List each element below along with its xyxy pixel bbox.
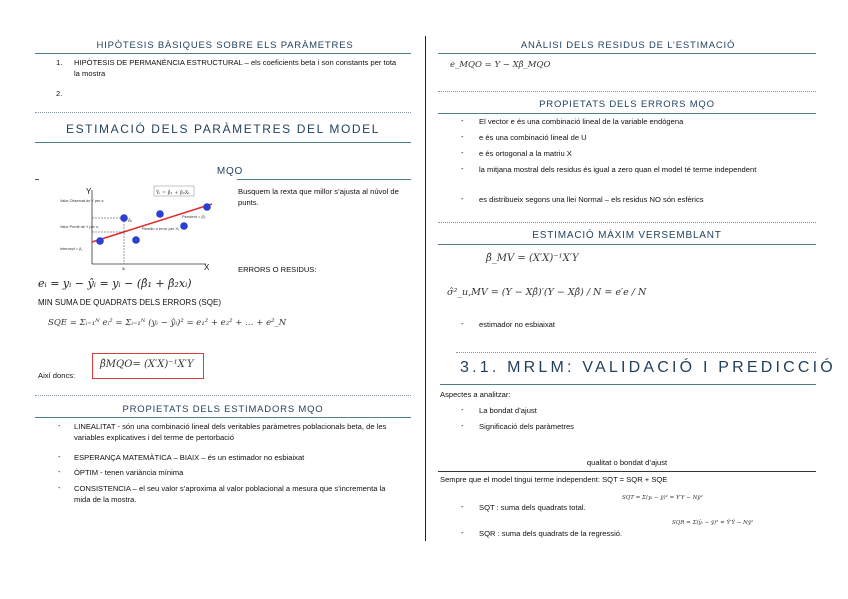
bullet-dash: - [461,194,464,203]
sigma-mv-equation: σ̂²_u,MV = (Y − Xβ̂)′(Y − Xβ̂) / N = e′e / N [447,287,647,298]
residual-vector-equation: e_MQO = Y − Xβ̂_MQO [450,60,551,70]
list-item: ESPERANÇA MATEMÀTICA – BIAIX – és un estimador no esbiaixat [74,453,305,462]
bullet-dash: - [461,528,464,537]
mqo-description: Busquem la rexta que millor s’ajusta al núvol de punts. [238,187,399,207]
estimacio-title: ESTIMACIÓ DELS PARÀMETRES DEL MODEL [65,122,381,136]
data-point [180,222,188,230]
sqt-equation: SQT = Σ(yᵢ − ȳ)² = Y′Y − Nȳ² [622,495,703,501]
divider [35,53,411,54]
divider [35,417,411,418]
list-item: e és una combinació lineal de U [479,133,587,142]
divider [237,179,411,180]
sqr-text: SQR : suma dels quadrats de la regressió. [479,529,623,538]
list-item: El vector e és una combinació lineal de la variable endògena [479,117,684,126]
residual-equation: eᵢ = yᵢ − ŷᵢ = yᵢ − (β̂₁ + β̂₂xᵢ) [38,277,192,290]
bullet-dash: - [58,467,61,476]
data-point [96,237,104,245]
bullet-dash: - [461,132,464,141]
errors-label: ERRORS O RESIDUS: [238,265,317,274]
sempre-text: Sempre que el model tingui terme independent: SQT = SQR + SQE [440,475,668,484]
data-point [156,210,164,218]
observed-label: Valor Observat de Y per xᵢ [60,199,104,203]
bullet-dash: - [58,452,61,461]
divider [35,395,411,396]
min-sum-label: MIN SUMA DE QUADRATS DELS ERRORS (SQE) [38,298,221,307]
list-item: LINEALITAT - són una combinació lineal dels veritables paràmetres poblacionals beta, de les variables explicatives i del terme de pertorbació [74,422,387,442]
ei-label: êᵢ [128,218,132,224]
qualitat-title: qualitat o bondat d’ajust [586,458,668,467]
bullet-dash: - [58,483,61,492]
sqr-equation: SQR = Σ(ŷᵢ − ȳ)² = Ŷ′Ŷ − Nȳ² [672,520,754,526]
formula-label: Ŷᵢ = β̂₁ + β̂₂Xᵢ [156,190,190,196]
residual-label: Residu o error per Xᵢ [142,226,179,231]
predicted-label: Valor Predit de Y per xᵢ [60,225,99,229]
propietats-err-title: PROPIETATS DELS ERRORS MQO [539,99,715,110]
mqo-title: MQO [216,166,244,177]
bullet-dash: - [461,116,464,125]
list-item: la mitjana mostral dels residus és igual a zero quan el model té terme independent [479,165,757,174]
divider [438,91,816,92]
slope-label: Pendent = β̂₂ [182,214,206,219]
beta-mqo-equation: β̂MQO= (X′X)⁻¹X′Y [100,359,194,370]
divider [35,179,39,180]
bullet-dash: - [461,319,464,328]
aixi-label: Així doncs: [38,371,76,380]
analisi-title: ANÀLISI DELS RESIDUS DE L’ESTIMACIÓ [520,40,736,51]
intercept-label: Intercept = β₁ [60,247,83,251]
bullet-dash: - [461,405,464,414]
column-separator [425,36,426,541]
list-item: e és ortogonal a la matriu X [479,149,572,158]
divider [438,113,816,114]
list-number: 2. [56,89,63,98]
divider [438,471,816,472]
regression-line [92,204,212,242]
divider [438,222,816,223]
bullet-dash: - [58,421,61,430]
xi-label: xᵢ [122,267,126,272]
list-item: La bondat d’ajust [479,406,537,415]
data-point [132,236,140,244]
beta-mv-equation: β̂_MV = (X′X)⁻¹X′Y [486,253,579,264]
bullet-dash: - [461,148,464,157]
regression-diagram [36,184,236,272]
divider [35,142,411,143]
list-item: estimador no esbiaixat [479,320,555,329]
mv-title: ESTIMACIÓ MÀXIM VERSEMBLANT [532,230,722,241]
mrlm-title: 3.1. MRLM: VALIDACIÓ I PREDICCIÓ [460,359,836,376]
bullet-dash: - [461,164,464,173]
list-item: ÒPTIM - tenen variància mínima [74,468,184,477]
data-point [120,214,128,222]
divider [440,384,816,385]
aspectes-label: Aspectes a analitzar: [440,390,511,399]
list-item: HIPÒTESIS DE PERMANÈNCIA ESTRUCTURAL – els coeficients beta i son constants per tota la mostra [74,58,397,78]
data-point [203,203,211,211]
sqt-text: SQT : suma dels quadrats total. [479,503,586,512]
list-item: Significació dels paràmetres [479,422,574,431]
y-axis-label: Y [86,187,92,196]
beta-mqo-box [92,353,204,379]
bullet-dash: - [461,421,464,430]
propietats-est-title: PROPIETATS DELS ESTIMADORS MQO [122,404,324,415]
list-item: CONSISTENCIA – el seu valor s’aproxima al valor poblacional a mesura que s’incrementa la mida de la mostra. [74,484,386,504]
divider [35,112,411,113]
bullet-dash: - [461,502,464,511]
divider [438,53,816,54]
x-axis-label: X [204,263,210,272]
list-item: es distribueix segons una llei Normal – els residus NO són esfèrics [479,195,704,204]
divider [438,244,816,245]
sqe-equation: SQE = Σᵢ₌₁ᴺ eᵢ² = Σᵢ₌₁ᴺ (yᵢ − ŷᵢ)² = e₁² + e₂² + … + e²_N [48,318,287,328]
divider [456,352,816,353]
list-number: 1. [56,58,63,67]
hipotesis-title: HIPÒTESIS BÀSIQUES SOBRE ELS PARÀMETRES [96,40,354,51]
